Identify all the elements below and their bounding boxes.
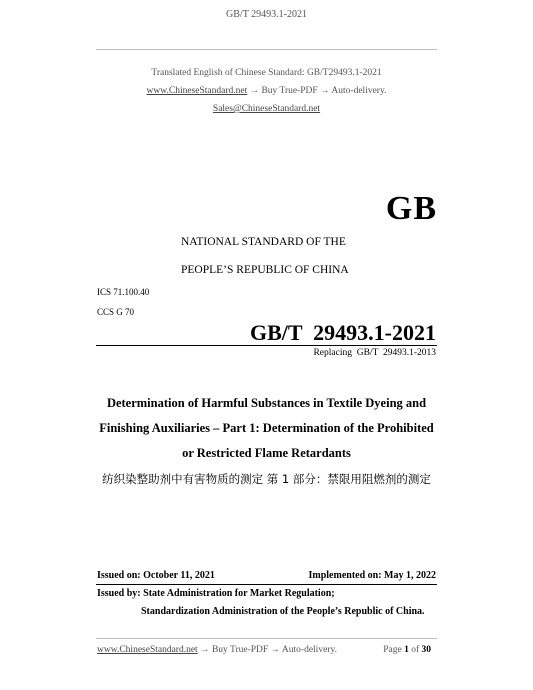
implemented-on: Implemented on: May 1, 2022	[308, 570, 436, 581]
header-link-line	[0, 86, 533, 96]
page-indicator	[383, 645, 431, 655]
footer-buy-text: → Buy True-PDF → Auto-delivery.	[200, 645, 337, 655]
title-line-2: Finishing Auxiliaries – Part 1: Determination of the Prohibited	[99, 421, 434, 435]
issued-by-line-1: Issued by: State Administration for Market Regulation;	[97, 588, 335, 599]
sales-email-link[interactable]: Sales@ChineseStandard.net	[212, 104, 321, 114]
page-number: 1	[404, 645, 409, 655]
replacing-note: Replacing GB/T 29493.1-2013	[313, 348, 436, 358]
standard-number: GB/T 29493.1-2021	[249, 320, 436, 345]
standard-divider	[96, 345, 437, 346]
national-line-2: PEOPLE’S REPUBLIC OF CHINA	[181, 264, 349, 276]
issued-by-line-2: Standardization Administration of the People’s Republic of China.	[141, 606, 425, 617]
page-label: Page	[383, 645, 402, 655]
national-line-1: NATIONAL STANDARD OF THE	[181, 236, 346, 248]
footer-site-link[interactable]: www.ChineseStandard.net	[97, 645, 198, 655]
translated-line: Translated English of Chinese Standard: GB/T29493.1-2021	[151, 68, 382, 78]
footer-divider	[96, 638, 437, 639]
header-doc-code: GB/T 29493.1-2021	[226, 9, 307, 20]
title-chinese: 纺织染整助剂中有害物质的测定 第 1 部分：禁限用阻燃剂的测定	[102, 472, 431, 486]
title-line-3: or Restricted Flame Retardants	[182, 446, 351, 460]
gb-logo: GB	[385, 190, 437, 227]
page-total: 30	[421, 645, 431, 655]
ccs-code: CCS G 70	[97, 307, 135, 317]
of-label: of	[411, 645, 420, 655]
header-divider	[96, 49, 437, 50]
ics-code: ICS 71.100.40	[97, 287, 150, 297]
title-line-1: Determination of Harmful Substances in Textile Dyeing and	[106, 396, 427, 410]
buy-text: → Buy True-PDF → Auto-delivery.	[249, 86, 387, 96]
footer-link-line	[97, 645, 337, 655]
site-link[interactable]: www.ChineseStandard.net	[146, 86, 248, 96]
sales-line	[0, 104, 533, 114]
issued-on: Issued on: October 11, 2021	[97, 570, 215, 581]
issued-divider	[96, 584, 437, 585]
